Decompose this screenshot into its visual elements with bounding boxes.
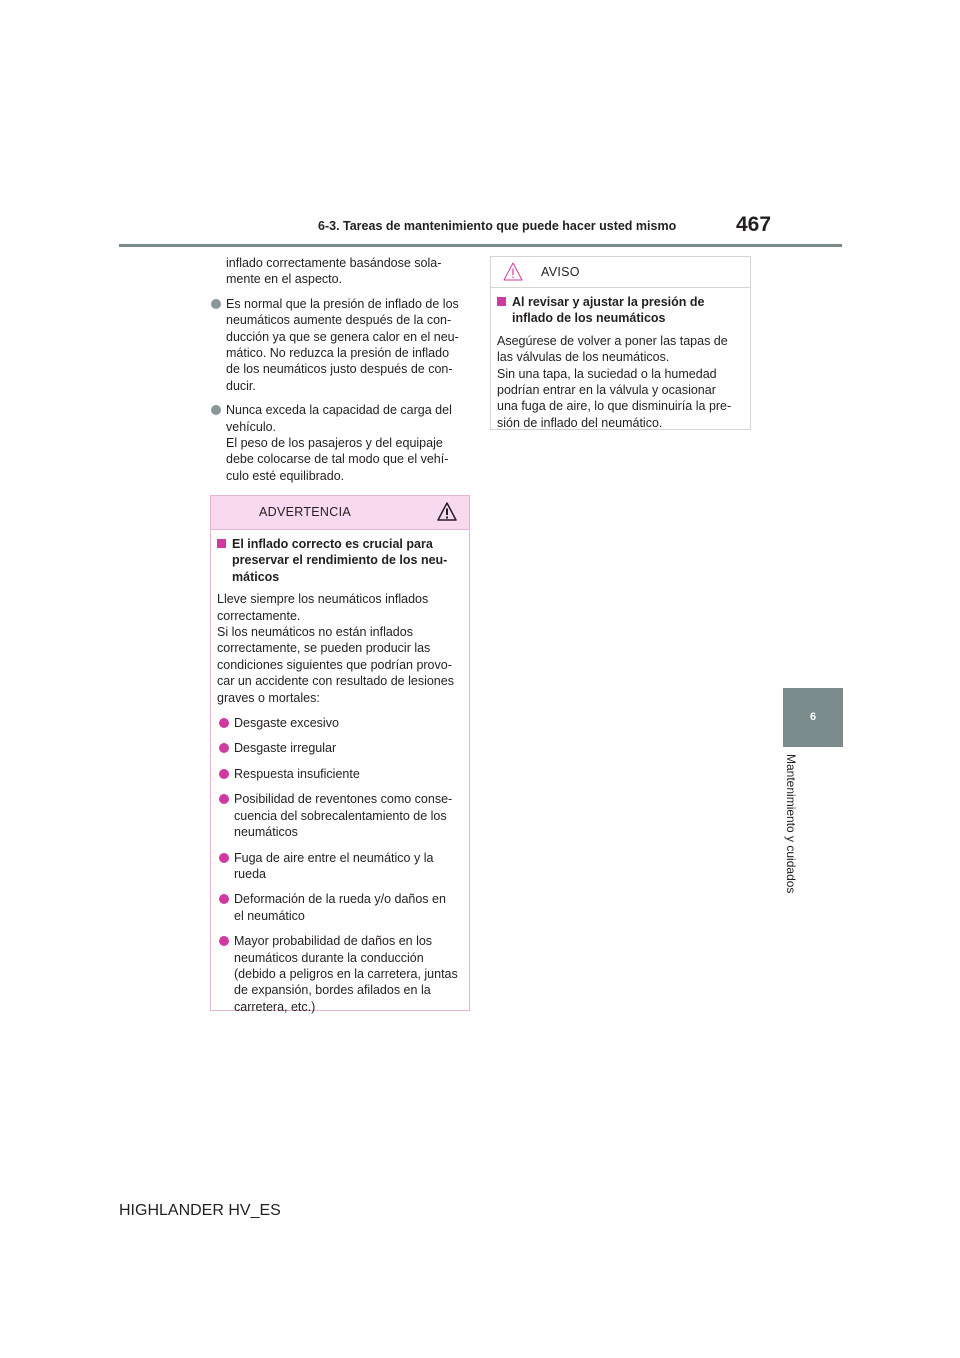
- bullet-text: Nunca exceda la capacidad de carga del vehículo. El peso de los pasajeros y del equipaje debe colocarse de tal modo que el vehí- culo esté equilibrado.: [226, 403, 452, 483]
- bullet-dot-icon: [219, 936, 229, 946]
- notice-heading: [497, 294, 744, 327]
- notice-text: Asegúrese de volver a poner las tapas de las válvulas de los neumáticos. Sin una tapa, la suciedad o la humedad podrían entrar en la válvula y ocasionar una fuga de aire, lo que disminuiría la pre- sión de inflado del neumático.: [497, 333, 732, 430]
- list-item: [217, 740, 463, 756]
- bullet-text: Es normal que la presión de inflado de los neumáticos aumente después de la con- ducción ya que se genera calor en el neu- mático. No reduzca la presión de inflado de los neumáticos justo después de con- ducir.: [226, 296, 459, 393]
- bullet-dot-icon: [211, 299, 221, 309]
- notice-label: AVISO: [541, 265, 580, 279]
- page-number: 467: [736, 213, 772, 236]
- chapter-title: Mantenimiento y cuidados: [784, 754, 798, 894]
- left-column: [211, 255, 469, 484]
- list-item: [217, 715, 463, 731]
- chapter-tab: 6: [783, 688, 843, 747]
- list-item-text: Mayor probabilidad de daños en los neumáticos durante la conducción (debido a peligros en la carretera, juntas de expansión, bordes afilados en la carretera, etc.): [234, 934, 458, 1014]
- list-item: [217, 791, 463, 840]
- square-bullet-icon: [217, 539, 226, 548]
- list-item: [211, 296, 469, 394]
- footer-model: HIGHLANDER HV_ES: [119, 1202, 281, 1219]
- caution-triangle-icon: [503, 262, 523, 282]
- list-item: [211, 402, 469, 484]
- bullet-dot-icon: [219, 794, 229, 804]
- bullet-dot-icon: [219, 718, 229, 728]
- warning-heading: [217, 536, 463, 585]
- warning-heading-text: El inflado correcto es crucial para preservar el rendimiento de los neu- máticos: [232, 537, 448, 584]
- list-item: [217, 850, 463, 883]
- bullet-dot-icon: [219, 894, 229, 904]
- bullet-dot-icon: [219, 743, 229, 753]
- list-item-text: Posibilidad de reventones como conse- cuencia del sobrecalentamiento de los neumáticos: [234, 792, 453, 840]
- warning-header: [211, 496, 469, 530]
- list-item-text: Desgaste excesivo: [234, 716, 339, 731]
- warning-triangle-icon: [437, 502, 457, 522]
- chapter-label: [753, 754, 833, 924]
- list-item-text: Respuesta insuficiente: [234, 766, 360, 781]
- section-title: 6-3. Tareas de mantenimiento que puede hacer usted mismo: [318, 219, 677, 233]
- list-item-text: Desgaste irregular: [234, 741, 337, 756]
- notice-box: [490, 256, 751, 430]
- notice-heading-text: Al revisar y ajustar la presión de inflado de los neumáticos: [512, 295, 705, 326]
- warning-intro: Lleve siempre los neumáticos inflados correctamente. Si los neumáticos no están inflados correctamente, se pueden producir las condiciones siguientes que podrían provo- car un accidente con resultado de lesiones graves o mortales:: [217, 592, 454, 705]
- warning-box: [210, 495, 470, 1014]
- warning-label: ADVERTENCIA: [259, 505, 351, 519]
- notice-body: [491, 288, 750, 439]
- list-item-text: Deformación de la rueda y/o daños en el neumático: [234, 892, 446, 923]
- list-item: [217, 933, 463, 1015]
- list-item-text: Fuga de aire entre el neumático y la rueda: [234, 850, 434, 881]
- bullet-dot-icon: [219, 769, 229, 779]
- bullet-dot-icon: [219, 853, 229, 863]
- header-rule: [119, 244, 842, 247]
- continuation-text: inflado correctamente basándose sola- mente en el aspecto.: [226, 256, 442, 287]
- list-item: [217, 891, 463, 924]
- list-item: [217, 766, 463, 782]
- bullet-dot-icon: [211, 405, 221, 415]
- warning-body: [211, 530, 469, 1023]
- square-bullet-icon: [497, 297, 506, 306]
- notice-header: [491, 257, 750, 288]
